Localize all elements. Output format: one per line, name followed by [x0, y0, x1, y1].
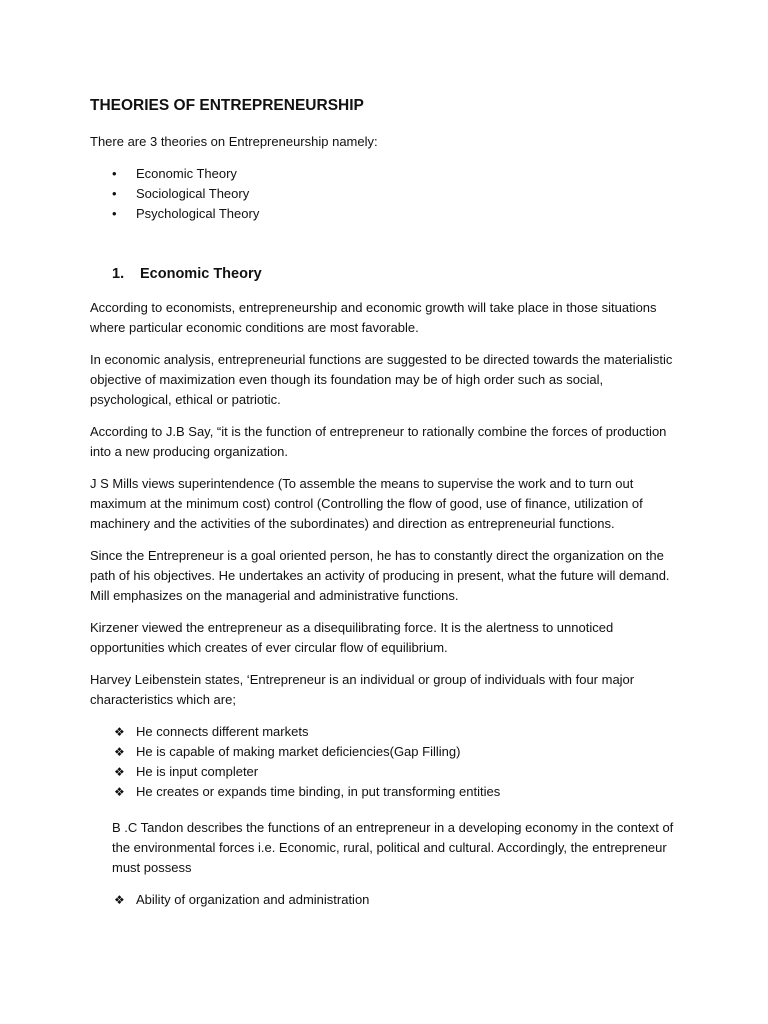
- section-number: 1.: [112, 266, 125, 282]
- list-item: • Economic Theory: [90, 164, 678, 184]
- characteristics-list: [90, 722, 678, 802]
- diamond-bullet-icon: ❖: [114, 725, 125, 739]
- tandon-paragraph: B .C Tandon describes the functions of an entrepreneur in a developing economy in the context of the environmental forces i.e. Economic, rural, political and cultural. Accordingly, the entrepreneur must possess: [112, 820, 674, 875]
- list-item: ❖ He creates or expands time binding, in put transforming entities: [114, 782, 678, 802]
- theories-list: [90, 164, 678, 224]
- paragraph: Kirzener viewed the entrepreneur as a disequilibrating force. It is the alertness to unnoticed opportunities which creates of ever circular flow of equilibrium.: [90, 620, 614, 655]
- paragraph: According to economists, entrepreneurship and economic growth will take place in those situations where particular economic conditions are most favorable.: [90, 300, 657, 335]
- section-title: Economic Theory: [140, 266, 262, 282]
- list-item: • Sociological Theory: [90, 184, 678, 204]
- list-item: • Psychological Theory: [90, 204, 678, 224]
- list-item: ❖ Ability of organization and administration: [114, 890, 678, 910]
- document-title: THEORIES OF ENTREPRENEURSHIP: [90, 97, 364, 114]
- paragraph: According to J.B Say, “it is the function of entrepreneur to rationally combine the forces of production into a new producing organization.: [90, 424, 667, 459]
- bullet-icon: •: [112, 166, 117, 181]
- possess-list: [90, 890, 678, 910]
- bullet-icon: •: [112, 186, 117, 201]
- diamond-bullet-icon: ❖: [114, 893, 125, 907]
- list-item: ❖ He is capable of making market deficiencies(Gap Filling): [114, 742, 678, 762]
- paragraph: Since the Entrepreneur is a goal oriented person, he has to constantly direct the organization on the path of his objectives. He undertakes an activity of producing in present, what the future will demand. Mill emphasizes on the managerial and administrative functions.: [90, 548, 670, 603]
- paragraph: Harvey Leibenstein states, ‘Entrepreneur is an individual or group of individuals with four major characteristics which are;: [90, 672, 635, 707]
- intro-paragraph: There are 3 theories on Entrepreneurship namely:: [90, 134, 378, 149]
- list-item: ❖ He is input completer: [114, 762, 678, 782]
- diamond-bullet-icon: ❖: [114, 745, 125, 759]
- paragraph: In economic analysis, entrepreneurial functions are suggested to be directed towards the materialistic objective of maximization even though its foundation may be of high order such as social, psychological, ethical or patriotic.: [90, 352, 673, 407]
- diamond-bullet-icon: ❖: [114, 765, 125, 779]
- paragraph: J S Mills views superintendence (To assemble the means to supervise the work and to turn out maximum at the minimum cost) control (Controlling the flow of good, use of finance, utilization of machinery and the activities of the subordinates) and direction as entrepreneurial functions.: [90, 476, 643, 531]
- list-item: ❖ He connects different markets: [114, 722, 678, 742]
- bullet-icon: •: [112, 206, 117, 221]
- diamond-bullet-icon: ❖: [114, 785, 125, 799]
- section-heading: [90, 264, 678, 284]
